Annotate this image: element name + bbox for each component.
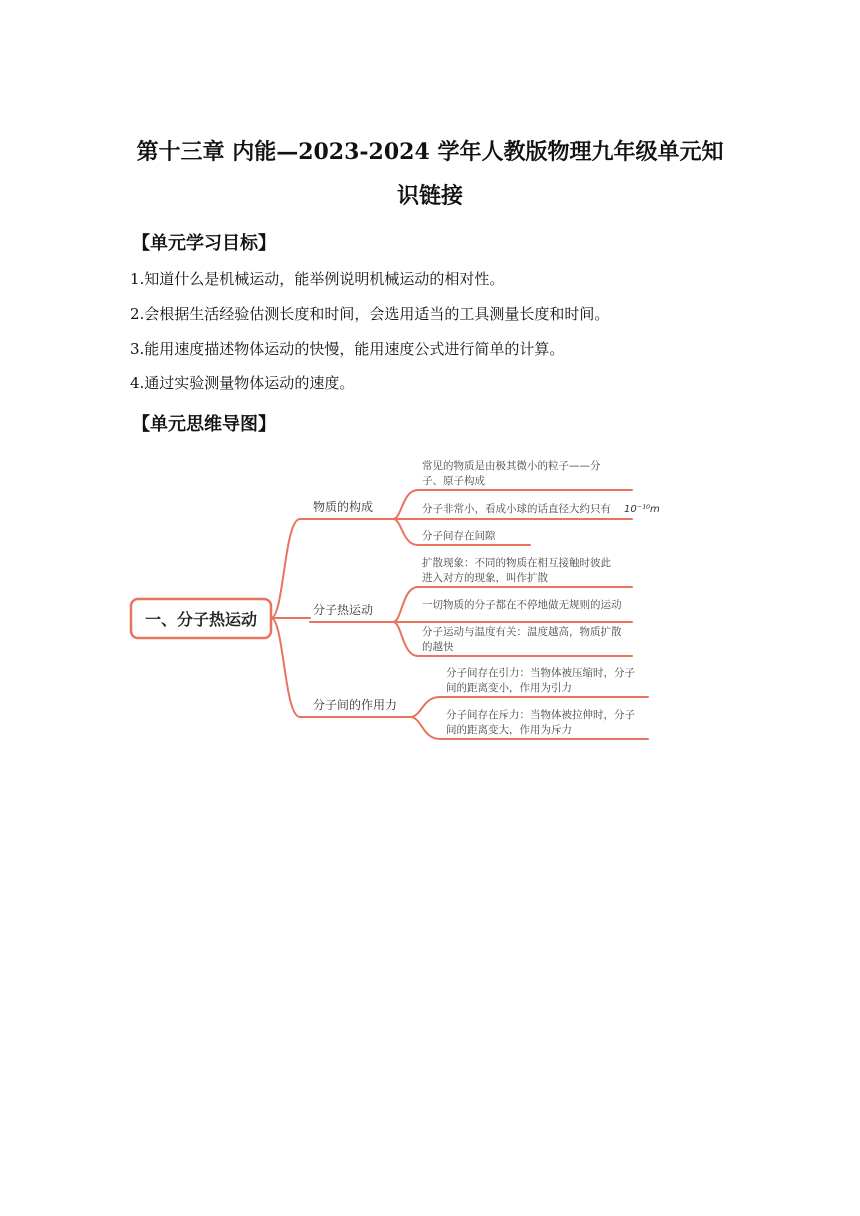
leaf-connector-2-1	[393, 587, 418, 622]
root-connector-1	[271, 519, 300, 618]
leaf-3-2-line1: 分子间存在斥力：当物体被拉伸时，分子	[446, 709, 635, 721]
leaf-3-2-line2: 间的距离变大，作用为斥力	[446, 724, 572, 736]
branch-label-3: 分子间的作用力	[313, 698, 398, 712]
goal-item-1: 1.知道什么是机械运动，能举例说明机械运动的相对性。	[130, 270, 505, 288]
leaf-3-1-line1: 分子间存在引力：当物体被压缩时，分子	[446, 667, 635, 679]
goal-item-2: 2.会根据生活经验估测长度和时间，会选用适当的工具测量长度和时间。	[130, 305, 610, 323]
mindmap-root-label: 一、分子热运动	[144, 610, 258, 629]
leaf-2-2-line1: 一切物质的分子都在不停地做无规则的运动	[422, 599, 622, 611]
leaf-2-1-line2: 进入对方的现象，叫作扩散	[422, 572, 548, 584]
goal-item-4: 4.通过实验测量物体运动的速度。	[130, 374, 355, 392]
leaf-1-1-line1: 常见的物质是由极其微小的粒子——分	[422, 460, 601, 472]
leaf-1-2-line1: 分子非常小，看成小球的话直径大约只有	[422, 503, 611, 515]
leaf-2-3-line2: 的越快	[422, 641, 454, 653]
leaf-2-1-line1: 扩散现象：不同的物质在相互接触时彼此	[422, 557, 611, 569]
goals-heading: 【单元学习目标】	[132, 233, 276, 254]
leaf-1-3-line1: 分子间存在间隙	[422, 530, 496, 542]
leaf-1-2-formula: 10⁻¹⁰m	[624, 504, 660, 515]
leaf-connector-1-1	[393, 490, 418, 519]
document-title-line2: 识链接	[396, 183, 463, 209]
branch-label-1: 物质的构成	[313, 500, 374, 514]
document-title-line1: 第十三章 内能—2023-2024 学年人教版物理九年级单元知	[136, 139, 724, 165]
leaf-1-1-line2: 子、原子构成	[422, 475, 485, 487]
root-connector-3	[271, 618, 300, 717]
goal-item-3: 3.能用速度描述物体运动的快慢，能用速度公式进行简单的计算。	[130, 340, 565, 358]
branch-label-2: 分子热运动	[313, 603, 374, 617]
leaf-3-1-line2: 间的距离变小，作用为引力	[446, 682, 572, 694]
leaf-2-3-line1: 分子运动与温度有关：温度越高，物质扩散	[422, 626, 622, 638]
leaf-connector-3-2	[410, 717, 440, 739]
leaf-connector-2-3	[393, 622, 418, 656]
leaf-connector-1-3	[393, 519, 418, 545]
leaf-connector-3-1	[410, 697, 440, 717]
mindmap-heading: 【单元思维导图】	[132, 414, 276, 435]
